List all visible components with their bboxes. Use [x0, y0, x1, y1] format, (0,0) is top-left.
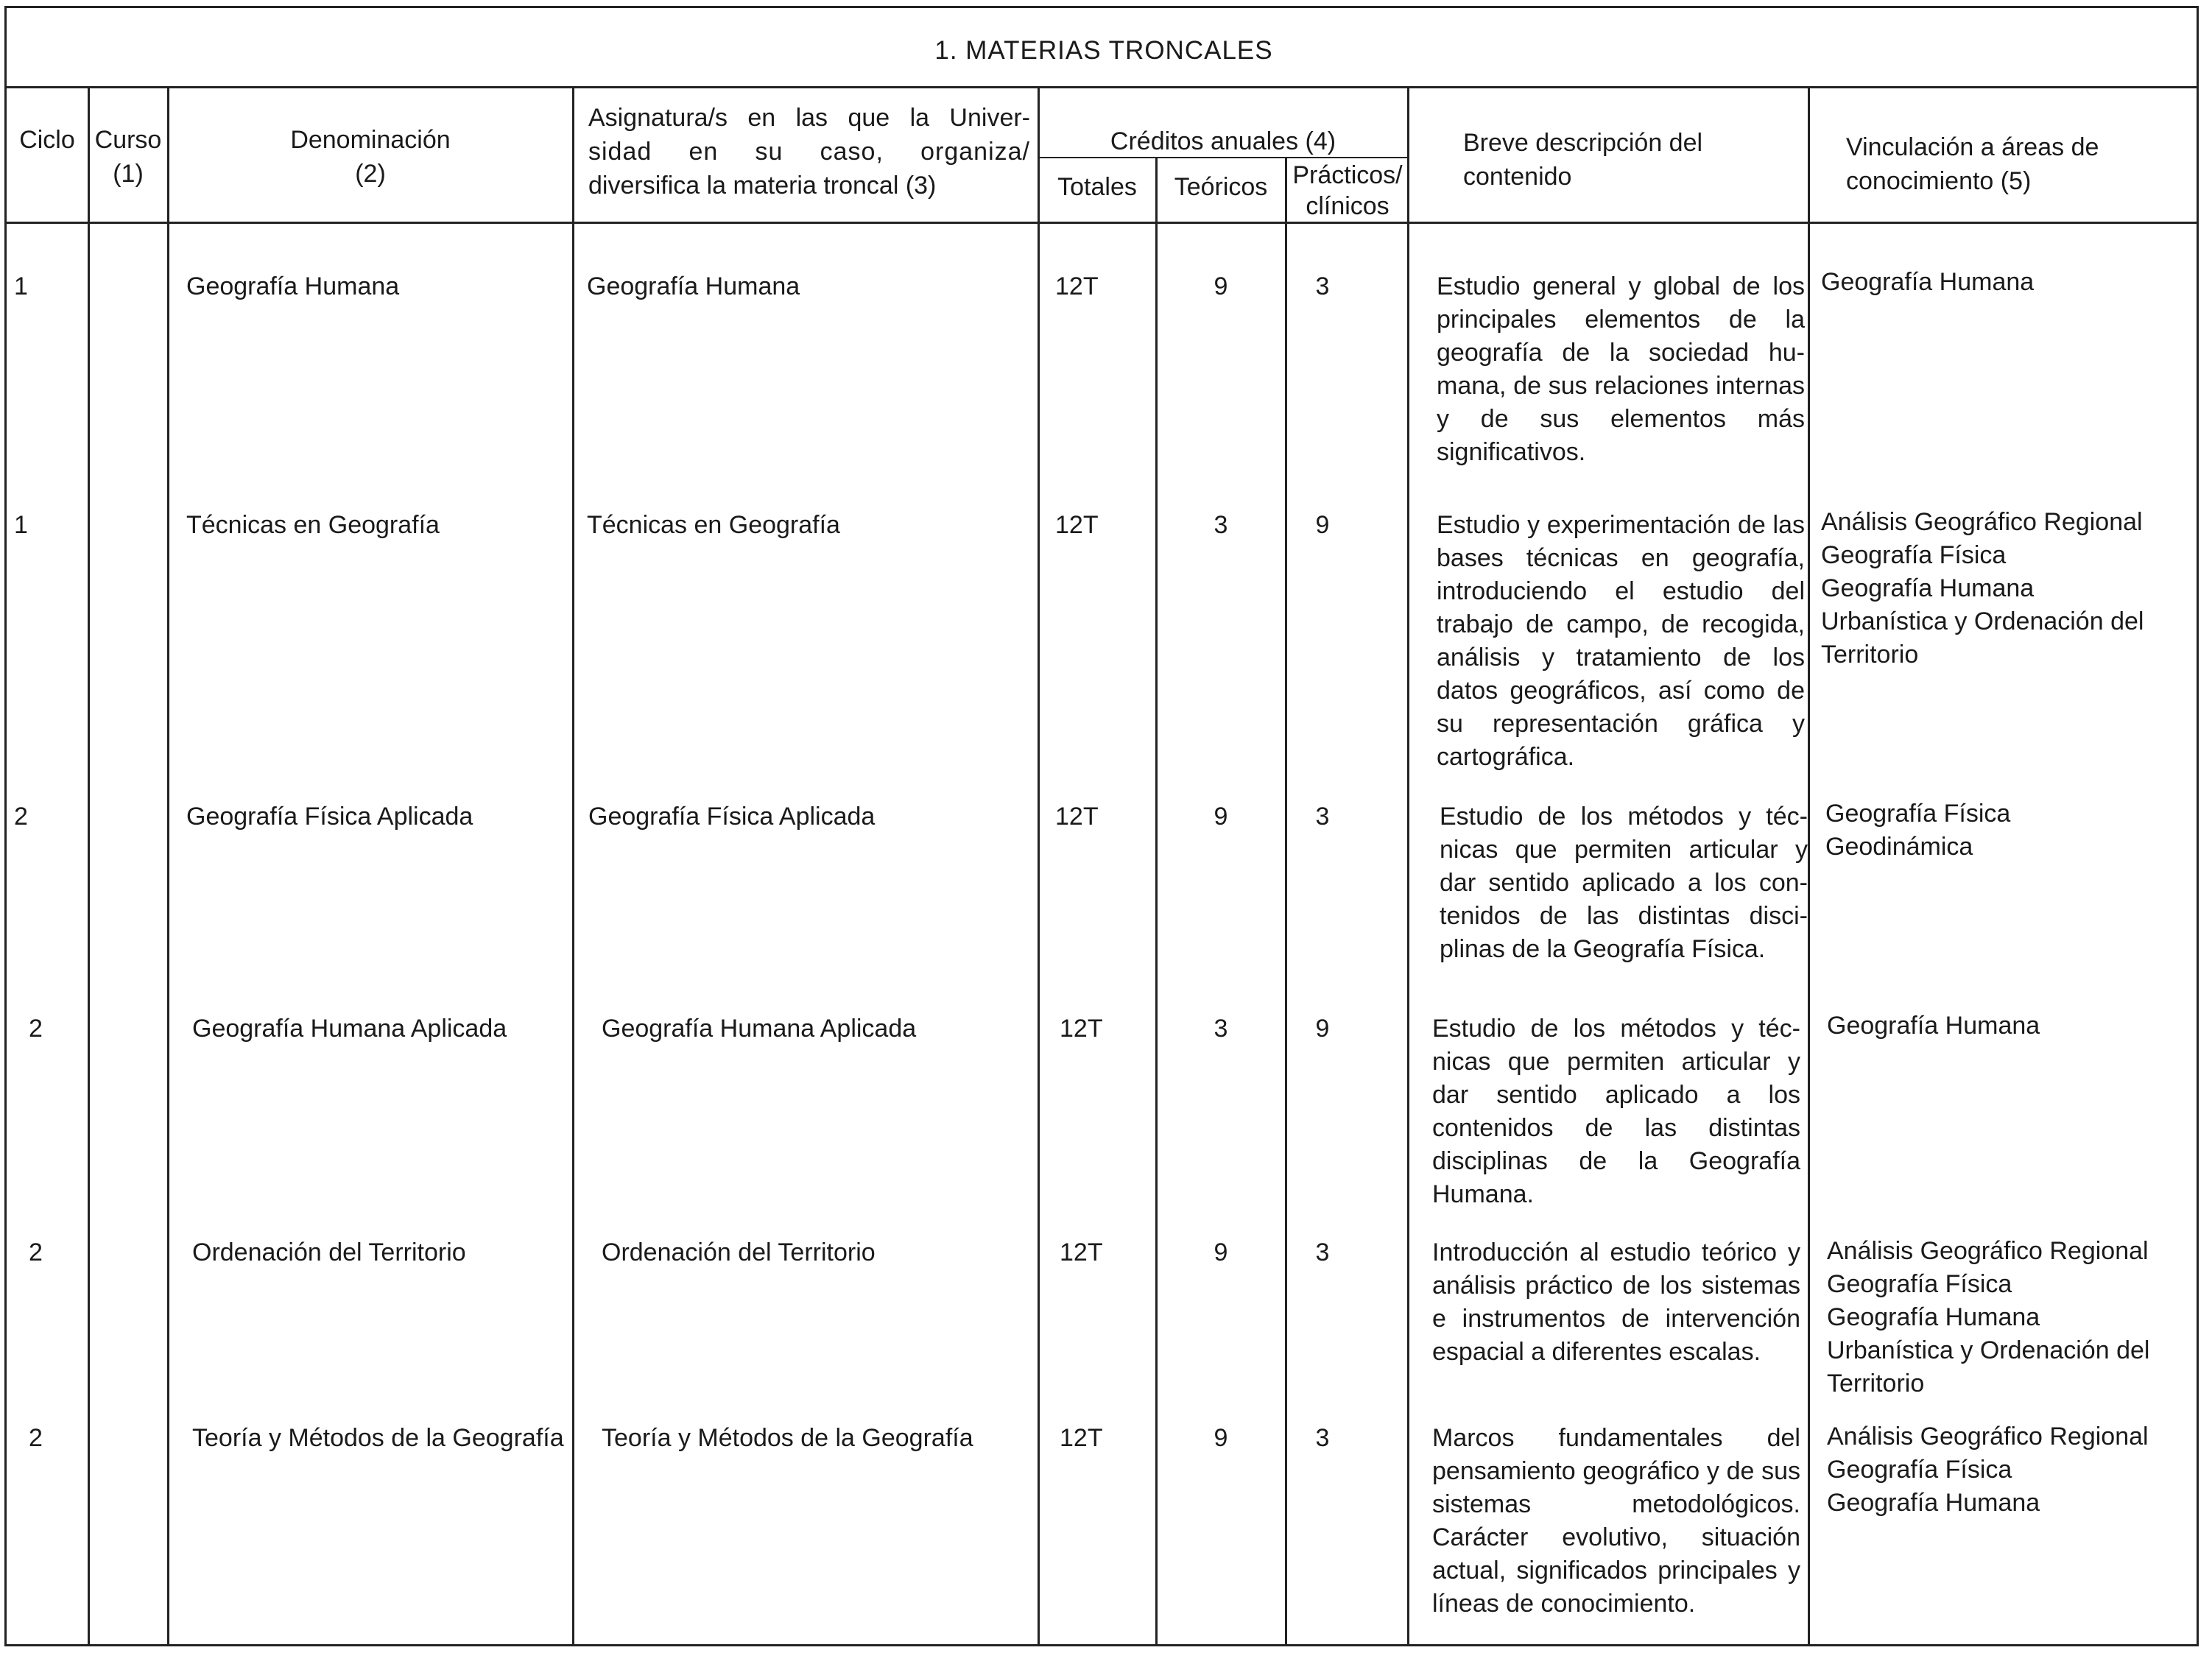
header-ciclo-label: Ciclo	[19, 126, 75, 154]
header-asignaturas-line2: sidad en su caso, organiza/	[588, 138, 1030, 166]
row2-area-1: Análisis Geográfico Regional	[1821, 508, 2143, 536]
header-vinculacion	[1846, 130, 2185, 198]
row4-descripcion: Estudio de los métodos y técnicas que permiten articular y dar sentido aplicado a los contenidos de las distintas disciplinas de la Geografía Humana.	[1432, 1015, 1800, 1208]
header-asignaturas	[588, 101, 1030, 202]
header-asignaturas-line3: diversifica la materia troncal (3)	[588, 172, 937, 200]
row3-areas	[1825, 797, 2208, 864]
row2-area-4: Urbanística y Ordenación del	[1821, 607, 2144, 635]
row2-ciclo: 1	[14, 511, 28, 539]
row4-denominacion: Geografía Humana Aplicada	[192, 1015, 507, 1043]
row5-ciclo: 2	[29, 1238, 43, 1266]
row2-area-5: Territorio	[1821, 641, 1919, 669]
row3-teoricos: 9	[1214, 803, 1228, 831]
row6-area-3: Geografía Humana	[1827, 1489, 2040, 1517]
header-practicos-line1: Prácticos/	[1292, 161, 1403, 189]
row6-practicos: 3	[1315, 1424, 1330, 1452]
row1-teoricos: 9	[1214, 272, 1228, 300]
row2-denominacion: Técnicas en Geografía	[186, 511, 440, 539]
row1-area-1: Geografía Humana	[1821, 268, 2035, 296]
row3-ciclo: 2	[14, 803, 28, 831]
header-denominacion	[169, 123, 572, 191]
col-rule-curso	[167, 88, 169, 1644]
row5-asignatura: Ordenación del Territorio	[602, 1238, 876, 1266]
table-frame	[4, 6, 2199, 1646]
row1-asignatura: Geografía Humana	[587, 272, 800, 300]
header-totales-label: Totales	[1057, 173, 1137, 201]
row5-areas	[1827, 1235, 2210, 1400]
row6-areas	[1827, 1420, 2210, 1520]
row2-areas	[1821, 506, 2204, 672]
row2-descripcion: Estudio y experimentación de las bases técnicas en geografía, introduciendo el estudio del trabajo de campo, de recogida, análisis y tratamiento de los datos geográficos, así como de su representación gráfica y cartográfica.	[1437, 511, 1805, 771]
row3-practicos: 3	[1315, 803, 1330, 831]
header-curso-label: Curso	[94, 126, 162, 154]
row3-area-1: Geografía Física	[1825, 800, 2011, 828]
col-rule-practicos	[1407, 88, 1409, 1644]
col-rule-descripcion	[1808, 88, 1810, 1644]
header-vinculacion-line2: conocimiento (5)	[1846, 167, 2032, 195]
row4-teoricos: 3	[1214, 1015, 1228, 1043]
table-title: 1. MATERIAS TRONCALES	[934, 36, 1273, 65]
row5-teoricos: 9	[1214, 1238, 1228, 1266]
row2-asignatura: Técnicas en Geografía	[587, 511, 840, 539]
row5-denominacion: Ordenación del Territorio	[192, 1238, 466, 1266]
row2-area-3: Geografía Humana	[1821, 574, 2035, 602]
row6-denominacion: Teoría y Métodos de la Geografía	[192, 1424, 564, 1452]
header-totales	[1039, 170, 1155, 204]
row1-totales: 12T	[1055, 272, 1099, 300]
row6-ciclo: 2	[29, 1424, 43, 1452]
header-teoricos-label: Teóricos	[1174, 173, 1268, 201]
row4-areas	[1827, 1009, 2210, 1043]
col-rule-denominacion	[572, 88, 574, 1644]
row6-descripcion: Marcos fundamentales del pensamiento geográfico y de sus sistemas metodológicos. Carácter evolutivo, situación actual, significados principales y líneas de conocimiento.	[1432, 1424, 1800, 1618]
row3-descripcion: Estudio de los métodos y técnicas que permiten articular y dar sentido aplicado a los contenidos de las distintas disciplinas de la Geografía Física.	[1440, 803, 1808, 963]
row2-teoricos: 3	[1214, 511, 1228, 539]
header-breve	[1463, 126, 1802, 194]
row1-practicos: 3	[1315, 272, 1330, 300]
row6-teoricos: 9	[1214, 1424, 1228, 1452]
header-breve-line2: contenido	[1463, 163, 1572, 191]
row4-ciclo: 2	[29, 1015, 43, 1043]
header-teoricos	[1157, 170, 1285, 204]
row6-asignatura: Teoría y Métodos de la Geografía	[602, 1424, 973, 1452]
row3-asignatura: Geografía Física Aplicada	[588, 803, 876, 831]
header-vinculacion-line1: Vinculación a áreas de	[1846, 133, 2099, 161]
row6-totales: 12T	[1060, 1424, 1103, 1452]
col-rule-asignatura	[1038, 88, 1040, 1644]
row5-area-3: Geografía Humana	[1827, 1303, 2040, 1331]
row5-totales: 12T	[1060, 1238, 1103, 1266]
row2-practicos: 9	[1315, 511, 1330, 539]
row5-area-1: Análisis Geográfico Regional	[1827, 1237, 2149, 1265]
row5-practicos: 3	[1315, 1238, 1330, 1266]
row5-area-5: Territorio	[1827, 1370, 1925, 1398]
header-curso-note: (1)	[113, 160, 144, 188]
row4-area-1: Geografía Humana	[1827, 1012, 2040, 1040]
row2-area-2: Geografía Física	[1821, 541, 2007, 569]
row5-area-2: Geografía Física	[1827, 1270, 2012, 1298]
header-curso	[89, 123, 167, 191]
header-creditos	[1039, 124, 1407, 158]
row3-totales: 12T	[1055, 803, 1099, 831]
row5-descripcion: Introducción al estudio teórico y análisis práctico de los sistemas e instrumentos de intervención espacial a diferentes escalas.	[1432, 1238, 1800, 1366]
header-denominacion-note: (2)	[355, 160, 386, 188]
header-practicos-line2: clínicos	[1306, 192, 1389, 220]
row4-practicos: 9	[1315, 1015, 1330, 1043]
row4-asignatura: Geografía Humana Aplicada	[602, 1015, 917, 1043]
header-asignaturas-line1: Asignatura/s en las que la Univer-	[588, 104, 1030, 132]
col-rule-ciclo	[88, 88, 90, 1644]
header-ciclo	[7, 123, 88, 157]
row4-totales: 12T	[1060, 1015, 1103, 1043]
row1-descripcion: Estudio general y global de los principales elementos de la geografía de la sociedad humana, de sus relaciones internas y de sus elementos más significativos.	[1437, 272, 1805, 466]
title-divider	[7, 86, 2197, 88]
row5-area-4: Urbanística y Ordenación del	[1827, 1336, 2150, 1364]
header-creditos-label: Créditos anuales (4)	[1110, 127, 1336, 155]
row6-area-2: Geografía Física	[1827, 1456, 2012, 1484]
header-bottom-rule	[7, 222, 2197, 224]
row3-area-2: Geodinámica	[1825, 833, 1973, 861]
header-breve-line1: Breve descripción del	[1463, 129, 1703, 157]
header-denominacion-label: Denominación	[290, 126, 451, 154]
row3-denominacion: Geografía Física Aplicada	[186, 803, 473, 831]
header-practicos	[1286, 160, 1409, 222]
row1-areas	[1821, 266, 2204, 299]
row1-ciclo: 1	[14, 272, 28, 300]
row2-totales: 12T	[1055, 511, 1099, 539]
row1-denominacion: Geografía Humana	[186, 272, 400, 300]
row6-area-1: Análisis Geográfico Regional	[1827, 1423, 2149, 1451]
